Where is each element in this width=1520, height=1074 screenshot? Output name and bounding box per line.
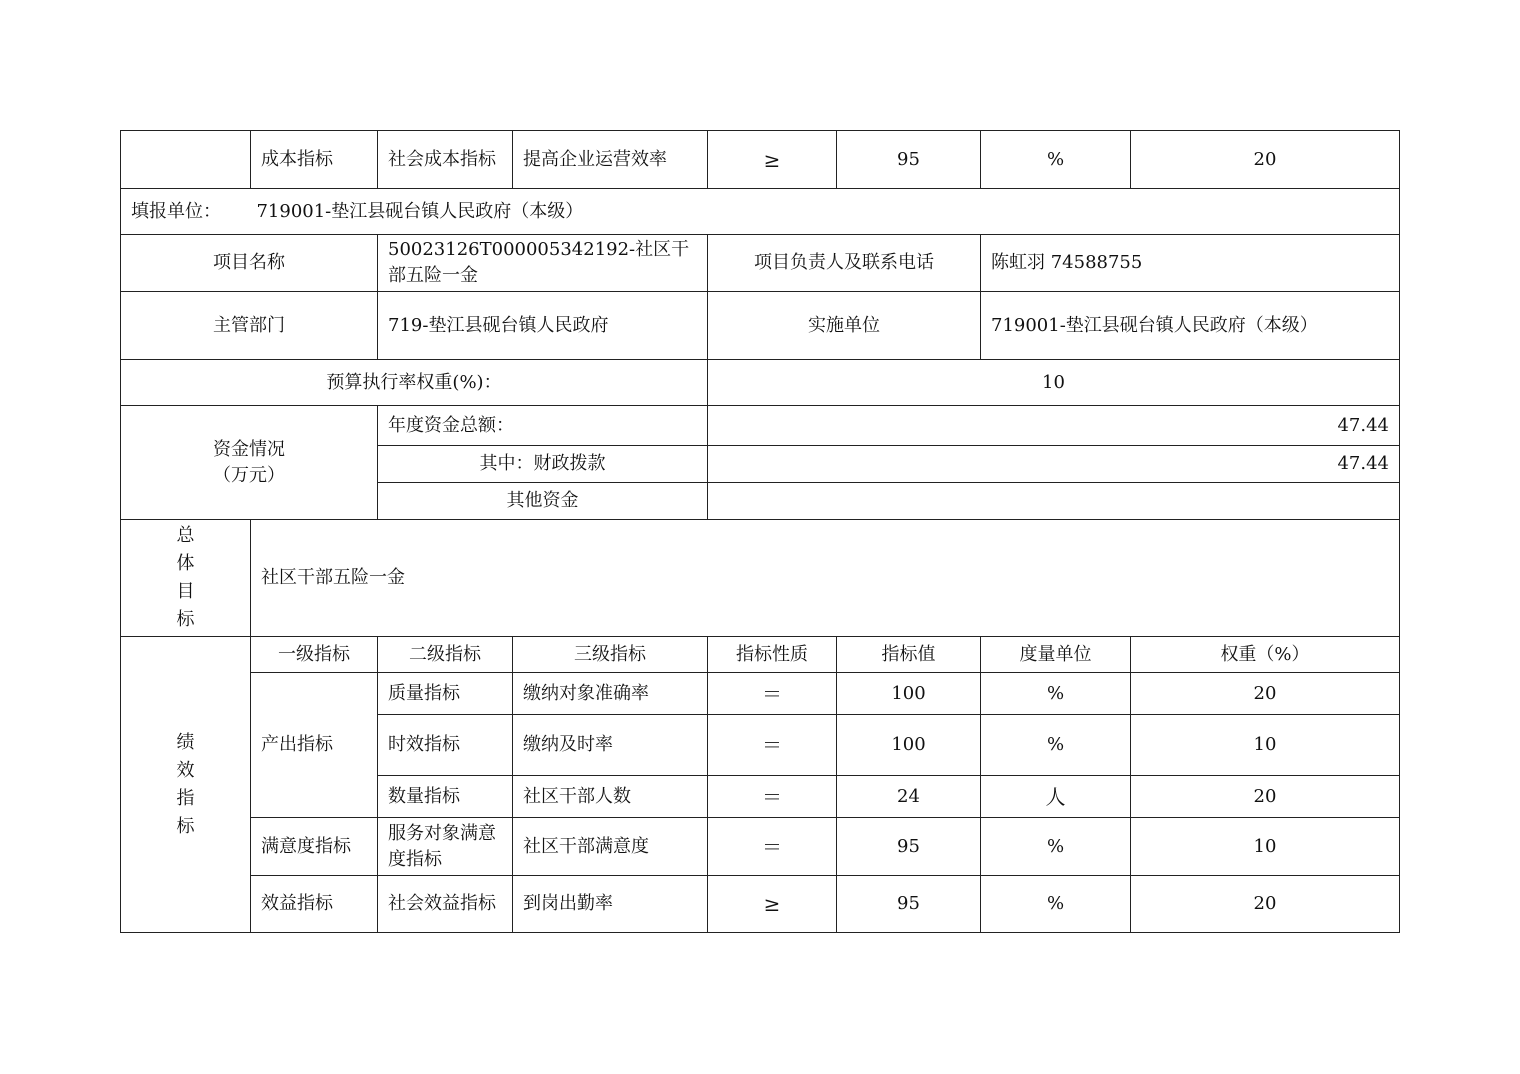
project-owner-value: 陈虹羽 74588755 <box>981 235 1400 292</box>
level3-cell: 到岗出勤率 <box>513 876 708 933</box>
budget-rate-value: 10 <box>708 360 1400 406</box>
header-level1: 一级指标 <box>251 637 378 673</box>
impl-unit-value: 719001-垫江县砚台镇人民政府（本级） <box>981 292 1400 360</box>
project-owner-label: 项目负责人及联系电话 <box>708 235 981 292</box>
dept-label: 主管部门 <box>121 292 378 360</box>
unit-cell: % <box>981 715 1131 776</box>
fill-unit-value: 719001-垫江县砚台镇人民政府（本级） <box>256 200 584 222</box>
level1-cell: 成本指标 <box>251 131 378 189</box>
nature-cell: ＝ <box>708 776 837 818</box>
table-row <box>121 235 1400 292</box>
weight-cell: 10 <box>1131 715 1400 776</box>
level1-cell: 满意度指标 <box>251 818 378 876</box>
nature-cell: ＝ <box>708 818 837 876</box>
header-nature: 指标性质 <box>708 637 837 673</box>
nature-cell: ≥ <box>708 131 837 189</box>
overall-goal-char: 目 <box>176 581 195 602</box>
level2-cell: 社会成本指标 <box>378 131 513 189</box>
performance-char: 指 <box>176 787 195 809</box>
project-table <box>120 130 1400 933</box>
fill-unit-label: 填报单位： <box>131 200 221 222</box>
funds-label-line2: （万元） <box>213 464 285 486</box>
value-cell: 100 <box>837 715 981 776</box>
table-row <box>121 131 1400 189</box>
header-value: 指标值 <box>837 637 981 673</box>
table-row <box>121 818 1400 876</box>
level3-cell: 缴纳及时率 <box>513 715 708 776</box>
weight-cell: 20 <box>1131 876 1400 933</box>
value-cell: 95 <box>837 818 981 876</box>
performance-char: 绩 <box>176 731 195 753</box>
table-row <box>121 876 1400 933</box>
funds-fiscal-label: 其中：财政拨款 <box>378 446 708 483</box>
nature-cell: ＝ <box>708 673 837 715</box>
overall-goal-text: 社区干部五险一金 <box>251 520 1400 637</box>
weight-cell: 20 <box>1131 673 1400 715</box>
performance-char: 效 <box>176 759 195 781</box>
funds-label <box>121 406 378 520</box>
overall-goal-label <box>121 520 251 637</box>
level3-cell: 提高企业运营效率 <box>513 131 708 189</box>
table-row <box>121 360 1400 406</box>
level3-cell: 社区干部满意度 <box>513 818 708 876</box>
unit-cell: % <box>981 876 1131 933</box>
level3-cell: 社区干部人数 <box>513 776 708 818</box>
dept-value: 719-垫江县砚台镇人民政府 <box>378 292 708 360</box>
fill-unit-cell <box>121 189 1400 235</box>
level2-cell: 数量指标 <box>378 776 513 818</box>
overall-goal-char: 标 <box>176 609 195 630</box>
unit-cell: 人 <box>981 776 1131 818</box>
overall-goal-char: 总 <box>176 525 195 546</box>
funds-total-label: 年度资金总额： <box>378 406 708 446</box>
value-cell: 24 <box>837 776 981 818</box>
empty-cell <box>121 131 251 189</box>
impl-unit-label: 实施单位 <box>708 292 981 360</box>
table-row <box>121 637 1400 673</box>
overall-goal-char: 体 <box>176 553 195 574</box>
unit-cell: % <box>981 818 1131 876</box>
level3-cell: 缴纳对象准确率 <box>513 673 708 715</box>
budget-rate-label: 预算执行率权重(%)： <box>121 360 708 406</box>
table-row <box>121 673 1400 715</box>
funds-label-line1: 资金情况 <box>213 438 285 460</box>
funds-total-value: 47.44 <box>708 406 1400 446</box>
header-level2: 二级指标 <box>378 637 513 673</box>
value-cell: 95 <box>837 131 981 189</box>
unit-cell: % <box>981 131 1131 189</box>
level2-cell: 质量指标 <box>378 673 513 715</box>
weight-cell: 10 <box>1131 818 1400 876</box>
performance-label <box>121 637 251 933</box>
level1-cell: 效益指标 <box>251 876 378 933</box>
unit-cell: % <box>981 673 1131 715</box>
value-cell: 100 <box>837 673 981 715</box>
output-group-label: 产出指标 <box>251 673 378 818</box>
header-weight: 权重（%） <box>1131 637 1400 673</box>
project-name-value: 50023126T000005342192-社区干部五险一金 <box>378 235 708 292</box>
funds-fiscal-value: 47.44 <box>708 446 1400 483</box>
funds-other-label: 其他资金 <box>378 483 708 520</box>
table-row <box>121 189 1400 235</box>
level2-cell: 服务对象满意度指标 <box>378 818 513 876</box>
table-row <box>121 520 1400 637</box>
table-row <box>121 406 1400 446</box>
performance-char: 标 <box>176 815 195 837</box>
header-level3: 三级指标 <box>513 637 708 673</box>
header-unit: 度量单位 <box>981 637 1131 673</box>
value-cell: 95 <box>837 876 981 933</box>
level2-cell: 社会效益指标 <box>378 876 513 933</box>
project-name-label: 项目名称 <box>121 235 378 292</box>
performance-form <box>120 130 1399 933</box>
nature-cell: ＝ <box>708 715 837 776</box>
funds-other-value <box>708 483 1400 520</box>
table-row <box>121 292 1400 360</box>
level2-cell: 时效指标 <box>378 715 513 776</box>
weight-cell: 20 <box>1131 776 1400 818</box>
weight-cell: 20 <box>1131 131 1400 189</box>
nature-cell: ≥ <box>708 876 837 933</box>
